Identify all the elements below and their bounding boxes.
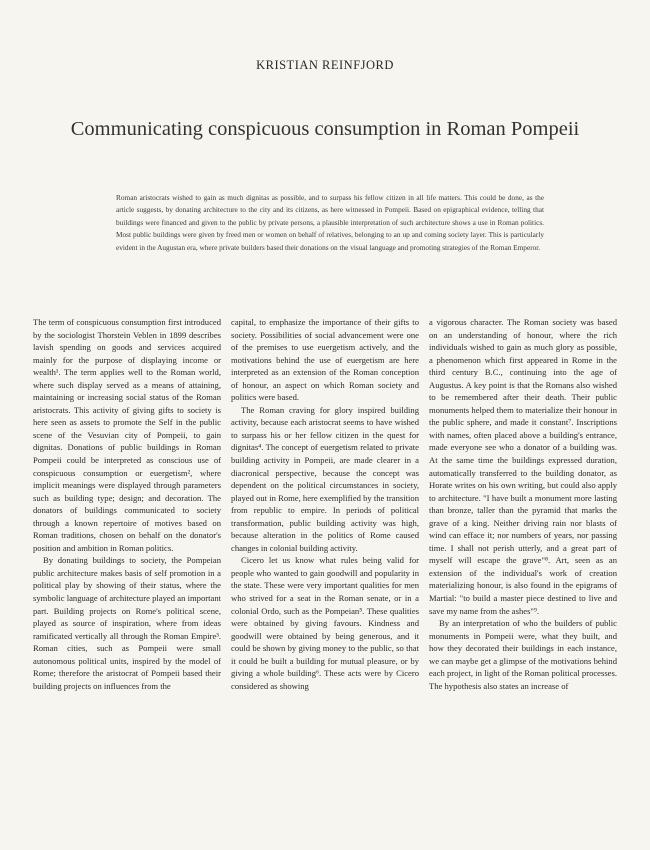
body-text <box>33 316 617 836</box>
paragraph: a vigorous character. The Roman society was based on an understanding of honour, where the rich individuals wished to gain as much glory as possible, a phenomenon which first appeared in Rome in the third century B.C., continuing into the age of Augustus. A key point is that the Romans also wished to be remembered after their death. Their public monuments helped them to materialize their honour in the public sphere, and made it constant⁷. Inscriptions with names, often placed above a building's entrance, made everyone see who a donator of a building was. At the same time the buildings expressed duration, automatically transferred to the building donator, as Horate writes on his own writing, but could also apply to architecture. "I have built a monument more lasting than bronze, taller than the pyramid that marks the grave of a king. Neither driving rain nor blasts of wind can efface it; nor numbers of years, nor passing time. I shall not perish utterly, and a great part of myself will escape the grave"⁸. Art, seen as an extension of the individual's work of creation materializing honour, is also found in the epigrams of Martial: "to build a master piece destined to live and save my name from the ashes"⁹. <box>429 317 617 616</box>
abstract: Roman aristocrats wished to gain as much dignitas as possible, and to surpass his fellow citizen in all life matters. This could be done, as the article suggests, by donating architecture to the city and its citizens, as here witnessed in Pompeii. Based on epigraphical evidence, telling that buildings were financed and given to the public by private persons, a plausible interpretation of such architecture shows a use in Roman politics. Most public buildings were given by freed men or women on behalf of relatives, belonging to an up and coming society layer. This is particularly evident in the Augustan era, where private builders based their donations on the visual language and promoting strategies of the Roman Emperor. <box>116 193 544 252</box>
paragraph: By donating buildings to society, the Pompeian public architecture makes basis of self promotion in a political play by showing of their status, where the symbolic language of architecture played an important part. Building projects on Rome's political scene, played as source of inspiration, where from ideas ramificated vertically all through the Roman Empire³. Roman cities, such as Pompeii were small autonomous political units, inspired by the model of Rome; therefore the aristocrat of Pompeii based their building projects on influences from the <box>33 555 221 691</box>
author-name: KRISTIAN REINFJORD <box>256 58 394 72</box>
paragraph: By an interpretation of who the builders of public monuments in Pompeii were, what they built, and how they decorated their buildings in each instance, we can maybe get a glimpse of the motivations behind each project, in light of the Roman political processes. The hypothesis also states an increase of <box>429 618 617 691</box>
paragraph: Cicero let us know what rules being valid for people who wanted to gain goodwill and popularity in the state. These were very important qualities for men who strived for a seat in the Roman senate, or in a colonial Ordo, such as the Pompeian⁵. These qualities were obtained by giving favours. Kindness and goodwill were obtained by being generous, and it could be shown by giving money to the public, so that it could be built a building for mutual pleasure, or by giving a whole building⁶. These acts were by Cicero considered as showing <box>231 555 419 691</box>
paragraph: capital, to emphasize the importance of their gifts to society. Possibilities of social advancement were one of the premises to use euergetism actively, and the motivations behind the use of euergetism are here interpreted as an extension of the Roman conception of honour, an aspect on which Roman society and politics were based. <box>231 317 419 403</box>
article-title: Communicating conspicuous consumption in Roman Pompeii <box>70 118 580 140</box>
column-3 <box>429 316 617 836</box>
paragraph: The term of conspicuous consumption first introduced by the sociologist Thorstein Veblen in 1899 describes lavish spending on goods and services acquired mainly for the purpose of displaying income or wealth¹. The term applies well to the Roman world, where such display served as a means of attaining, maintaining or increasing social status of the Roman aristocrats. This activity of giving gifts to society is here seen as assets to promote the Self in the public scene of the Vesuvian city of Pompeii, to gain dignitas. Donations of public buildings in Roman Pompeii could be interpreted as conscious use of conspicuous consumption or euergetism², where implicit meanings were displayed through parameters such as building type; design; and decoration. The donators of buildings communicated to society through a known repertoire of motives based on Roman traditions, chosen on behalf on the donator's position and ambition in Roman politics. <box>33 317 221 553</box>
column-1 <box>33 316 221 836</box>
column-2 <box>231 316 419 836</box>
paragraph: The Roman craving for glory inspired building activity, because each aristocrat seems to have wished to surpass his or her fellow citizen in the quest for dignitas⁴. The concept of euergetism related to private building activity in Pompeii, are made clearer in a diacronical perspective, because the concept was dependent on the political circumstances in society, played out in Rome, here exemplified by the transition from republic to empire. In periods of political transformation, public building activity was high, because alteration in the politics of Rome caused changes in colonial building activity. <box>231 404 419 553</box>
